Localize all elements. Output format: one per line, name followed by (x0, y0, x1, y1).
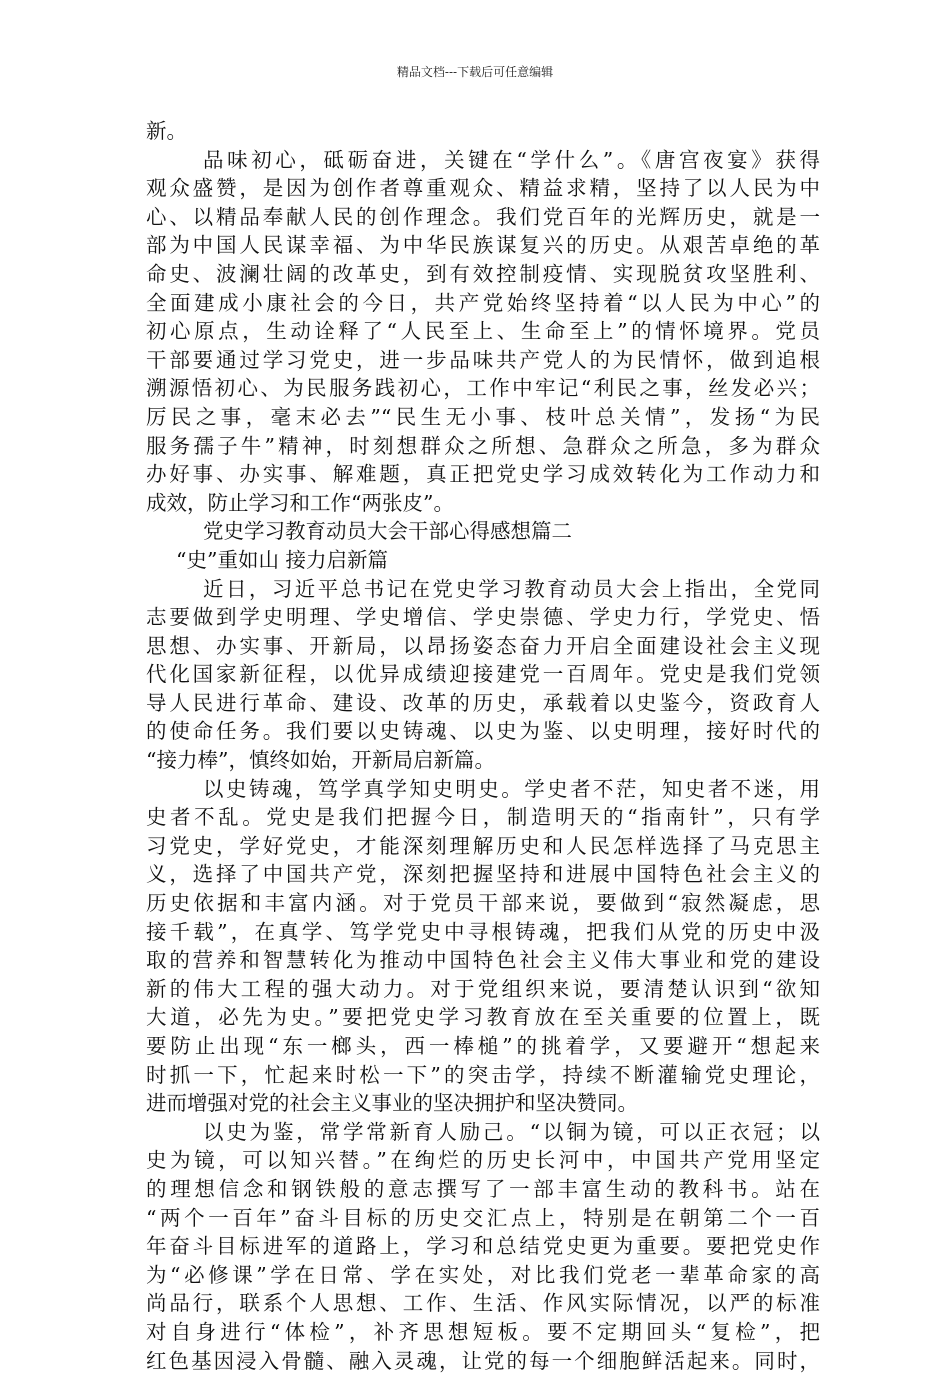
text-line: 志要做到学史明理、学史增信、学史崇德、学史力行，学党史、悟 (146, 605, 820, 630)
paragraph-last-line: “接力棒”，慎终如始，开新局启新篇。 (146, 748, 495, 773)
text-line: 史为镜，可以知兴替。”在绚烂的历史长河中，中国共产党用坚定 (146, 1148, 820, 1173)
text-line: 大道，必先为史。”要把党史学习教育放在至关重要的位置上，既 (146, 1005, 820, 1030)
text-line: 办好事、办实事、解难题，真正把党史学习成效转化为工作动力和 (146, 462, 820, 487)
text-line: 习党史，学好党史，才能深刻理解历史和人民怎样选择了马克思主 (146, 833, 820, 858)
text-line: 要防止出现“东一榔头，西一棒槌”的挑着学，又要避开“想起来 (146, 1034, 820, 1058)
text-line: 历史依据和丰富内涵。对于党员干部来说，要做到“寂然凝虑，思 (146, 891, 820, 916)
text-line: 厉民之事，毫末必去”“民生无小事、枝叶总关情”，发扬“为民 (146, 404, 820, 429)
text-line: 的理想信念和钢铁般的意志撰写了一部丰富生动的教科书。站在 (146, 1176, 820, 1201)
page-header: 精品文档---下载后可任意编辑 (396, 65, 554, 79)
text-line: 观众盛赞，是因为创作者尊重观众、精益求精，坚持了以人民为中 (146, 176, 820, 201)
text-line: 红色基因浸入骨髓、融入灵魂，让党的每一个细胞鲜活起来。同时， (146, 1348, 820, 1373)
text-line: 溯源悟初心、为民服务践初心，工作中牢记“利民之事，丝发必兴； (146, 376, 820, 401)
text-line: 导人民进行革命、建设、改革的历史，承载着以史鉴今，资政育人 (146, 690, 820, 715)
document-body (146, 117, 820, 1375)
paragraph-first-line: 以史为鉴，常学常新育人励己。“以铜为镜，可以正衣冠；以 (203, 1119, 820, 1144)
text-line: 思想、办实事、开新局，以昂扬姿态奋力开启全面建设社会主义现 (146, 633, 820, 658)
text-line: 史者不乱。党史是我们把握今日，制造明天的“指南针”，只有学 (146, 805, 820, 830)
paragraph-first-line: 以史铸魂，笃学真学知史明史。学史者不茫，知史者不迷，用 (203, 776, 820, 801)
paragraph-first-line: 品味初心，砥砺奋进，关键在“学什么”。《唐宫夜宴》获得 (203, 147, 820, 172)
text-line: 为“必修课”学在日常、学在实处，对比我们党老一辈革命家的高 (146, 1262, 820, 1287)
text-line: “两个一百年”奋斗目标的历史交汇点上，特别是在朝第二个一百 (146, 1205, 820, 1230)
text-line: 尚品行，联系个人思想、工作、生活、作风实际情况，以严的标准 (146, 1291, 820, 1316)
text-line: 干部要通过学习党史，进一步品味共产党人的为民情怀，做到追根 (146, 347, 820, 372)
text-line: 年奋斗目标进军的道路上，学习和总结党史更为重要。要把党史作 (146, 1234, 820, 1259)
text-line: 代化国家新征程，以优异成绩迎接建党一百周年。党史是我们党领 (146, 662, 820, 687)
text-line: 全面建成小康社会的今日，共产党始终坚持着“以人民为中心”的 (146, 290, 820, 315)
text-line: 接千载”，在真学、笃学党史中寻根铸魂，把我们从党的历史中汲 (146, 919, 820, 944)
text-line: 心、以精品奉献人民的创作理念。我们党百年的光辉历史，就是一 (146, 204, 820, 229)
text-line: 取的营养和智慧转化为推动中国特色社会主义伟大事业和党的建设 (146, 948, 820, 973)
text-line: 对自身进行“体检”，补齐思想短板。要不定期回头“复检”，把 (146, 1319, 820, 1344)
text-line: 义，选择了中国共产党，深刻把握坚持和进展中国特色社会主义的 (146, 862, 820, 887)
paragraph-last-line: 成效，防止学习和工作“两张皮”。 (146, 490, 454, 515)
text-line: 的使命任务。我们要以史铸魂、以史为鉴、以史明理，接好时代的 (146, 719, 820, 744)
text-line: 时抓一下，忙起来时松一下”的突击学，持续不断灌输党史理论， (146, 1062, 820, 1087)
article-title: “史”重如山 接力启新篇 (176, 547, 388, 572)
text-line: 服务孺子牛”精神，时刻想群众之所想、急群众之所急，多为群众 (146, 433, 820, 458)
paragraph-last-line: 进而增强对党的社会主义事业的坚决拥护和坚决赞同。 (146, 1091, 638, 1116)
text-line: 新。 (146, 119, 187, 143)
text-line: 初心原点，生动诠释了“人民至上、生命至上”的情怀境界。党员 (146, 319, 820, 344)
text-line: 命史、波澜壮阔的改革史，到有效控制疫情、实现脱贫攻坚胜利、 (146, 261, 820, 286)
text-line: 部为中国人民谋幸福、为中华民族谋复兴的历史。从艰苦卓绝的革 (146, 233, 820, 258)
paragraph-first-line: 近日，习近平总书记在党史学习教育动员大会上指出，全党同 (203, 576, 820, 601)
text-line: 新的伟大工程的强大动力。对于党组织来说，要清楚认识到“欲知 (146, 976, 820, 1001)
section-title: 党史学习教育动员大会干部心得感想篇二 (203, 519, 572, 544)
